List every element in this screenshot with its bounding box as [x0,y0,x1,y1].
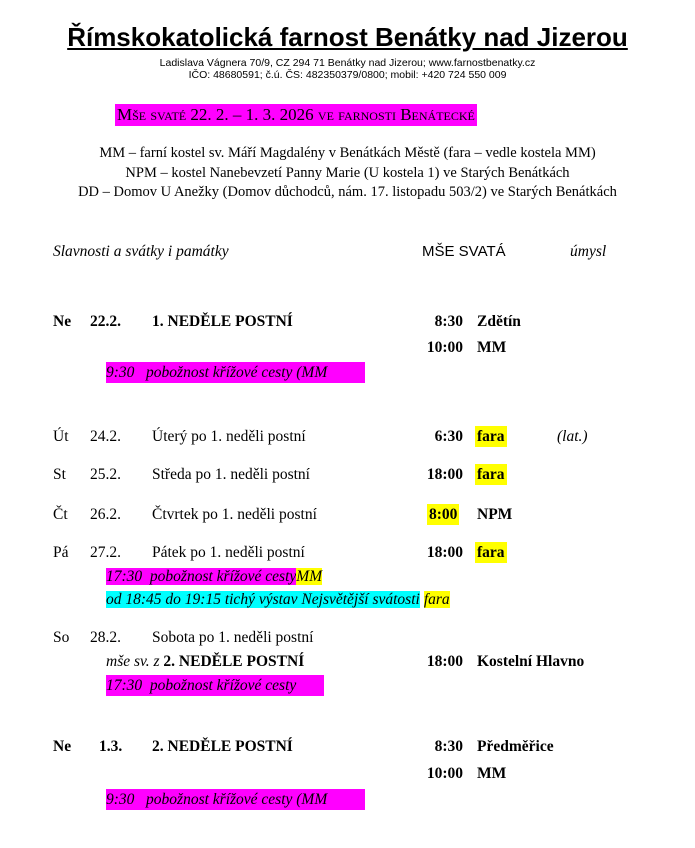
mass-place: NPM [477,506,513,523]
mass-place: Kostelní Hlavno [477,653,585,670]
row-date: 1.3. [99,738,123,755]
row-day: So [53,629,70,646]
location-mm: MM – farní kostel sv. Máří Magdalény v Benátkách Městě (fara – vedle kostela MM) [99,145,596,161]
mass-place: MM [477,765,507,782]
mass-time: 8:30 [434,738,463,755]
row-feast-name: 1. NEDĚLE POSTNÍ [152,313,293,330]
mass-time: 18:00 [426,544,463,561]
schedule-banner [115,104,477,126]
row-feast-name: Sobota po 1. neděli postní [152,629,314,646]
location-dd: DD – Domov U Anežky (Domov důchodců, nám. 17. listopadu 503/2) ve Starých Benátkách [78,184,617,200]
mass-time: 6:30 [434,428,463,445]
stations-of-cross-note: 9:30 pobožnost křížové cesty (MM [106,789,365,810]
row-date: 26.2. [90,506,121,523]
row-day: Ne [53,313,72,330]
mass-place-highlighted: fara [477,466,505,483]
column-intention: úmysl [570,243,607,260]
adoration-text: od 18:45 do 19:15 tichý výstav Nejsvětější svátosti [106,591,420,608]
row-date: 22.2. [90,313,121,330]
address-line: Ladislava Vágnera 70/9, CZ 294 71 Benátky nad Jizerou; www.farnostbenatky.cz [159,57,536,69]
anticipated-feast: 2. NEDĚLE POSTNÍ [163,653,305,670]
stations-of-cross-note: 9:30 pobožnost křížové cesty (MM [106,362,365,383]
location-npm: NPM – kostel Nanebevzetí Panny Marie (U kostela 1) ve Starých Benátkách [125,165,570,181]
note-place: fara [423,591,450,608]
row-feast-name: Úterý po 1. neděli postní [152,428,306,445]
mass-time: 10:00 [426,765,463,782]
mass-time: 18:00 [426,653,463,670]
mass-time-highlighted: 8:00 [429,506,458,523]
stations-of-cross-note [106,566,322,587]
anticipated-prefix: mše sv. z [106,653,160,670]
mass-time: 10:00 [426,339,463,356]
mass-place: Předměřice [477,738,554,755]
row-day: St [53,466,66,483]
row-day: Út [53,428,69,445]
mass-place-highlighted: fara [477,428,505,445]
contact-line: IČO: 48680591; č.ú. ČS: 482350379/0800; mobil: +420 724 550 009 [188,69,507,81]
row-day: Ne [53,738,72,755]
row-day: Čt [53,506,68,523]
row-feast-name: Pátek po 1. neděli postní [152,544,305,561]
row-date: 27.2. [90,544,121,561]
row-date: 24.2. [90,428,121,445]
mass-place: Zdětín [477,313,521,330]
parish-title: Římskokatolická farnost Benátky nad Jizerou [67,22,628,52]
mass-intention: (lat.) [557,428,588,445]
row-day: Pá [53,544,69,561]
column-mass: MŠE SVATÁ [422,243,506,260]
mass-time: 8:30 [434,313,463,330]
anticipated-mass-line [106,653,304,671]
stations-of-cross-text: 17:30 pobožnost křížové cesty [106,568,297,585]
banner-text: Mše svaté 22. 2. – 1. 3. 2026 ve farnosti Benátecké [117,105,475,124]
row-feast-name: 2. NEDĚLE POSTNÍ [152,738,293,755]
row-feast-name: Čtvrtek po 1. neděli postní [152,506,317,523]
column-feasts: Slavnosti a svátky i památky [53,243,229,260]
row-feast-name: Středa po 1. neděli postní [152,466,310,483]
mass-place: MM [477,339,507,356]
row-date: 28.2. [90,629,121,646]
note-place: MM [296,568,323,585]
adoration-note [106,589,450,610]
mass-place-highlighted: fara [477,544,505,561]
stations-of-cross-note: 17:30 pobožnost křížové cesty [106,675,324,696]
row-date: 25.2. [90,466,121,483]
mass-time: 18:00 [426,466,463,483]
